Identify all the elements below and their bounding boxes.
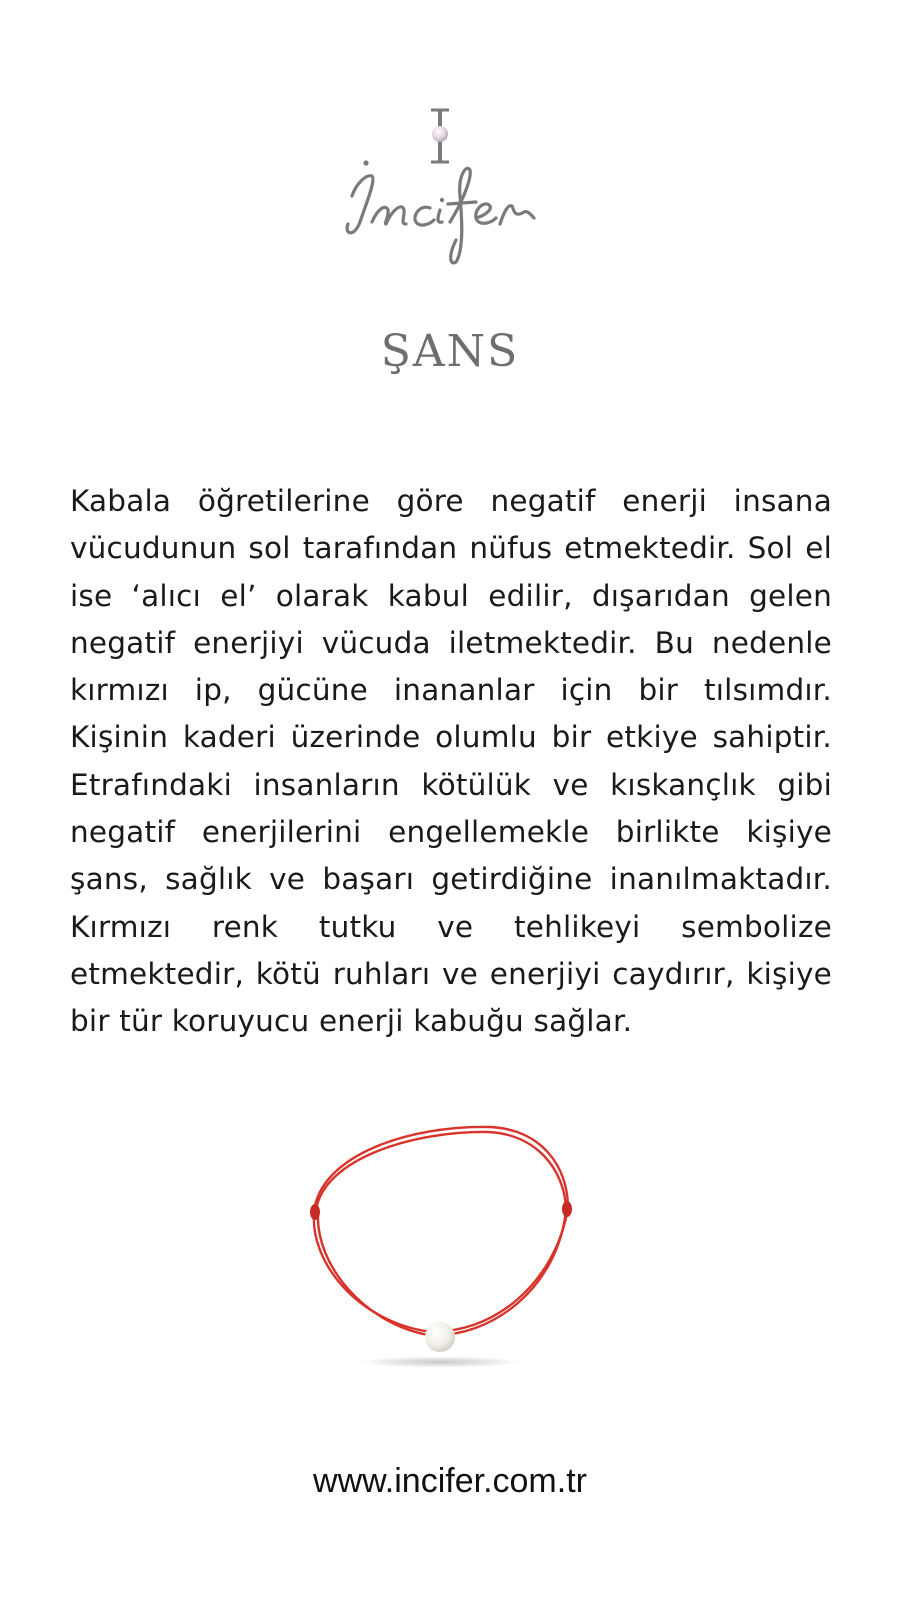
- pearl-icon: [425, 1322, 455, 1352]
- description-paragraph: Kabala öğretilerine göre negatif enerji insana vücudunun sol tarafından nüfus etmektedir. Sol el ise ‘alıcı el’ olarak kabul edilir, dışarıdan gelen negatif enerjiyi vücuda iletmektedir. Bu nedenle kırmızı ip, gücüne inananlar için bir tılsımdır. Kişinin kaderi üzerinde olumlu bir etkiye sahiptir. Etrafındaki insanların kötülük ve kıskançlık gibi negatif enerjilerini engellemekle birlikte kişiye şans, sağlık ve başarı getirdiğine inanılmaktadır. Kırmızı renk tutku ve tehlikeyi sembolize etmektedir, kötü ruhları ve enerjiyi caydırır, kişiye bir tür koruyucu enerji kabuğu sağlar.: [70, 484, 832, 1039]
- website-url[interactable]: www.incifer.com.tr: [313, 1462, 587, 1500]
- brand-logo: [0, 100, 900, 270]
- red-string-pearl-bracelet-icon: [300, 1115, 600, 1385]
- red-string: [314, 1127, 568, 1335]
- bracelet-knots: [310, 1201, 572, 1220]
- logo-wordmark: [347, 160, 534, 262]
- pearl-icon: [432, 126, 448, 142]
- page-title: ŞANS: [380, 326, 520, 377]
- incifer-logo-icon: [0, 100, 900, 270]
- bracelet-shadow: [358, 1356, 522, 1368]
- bracelet-image: [300, 1115, 600, 1385]
